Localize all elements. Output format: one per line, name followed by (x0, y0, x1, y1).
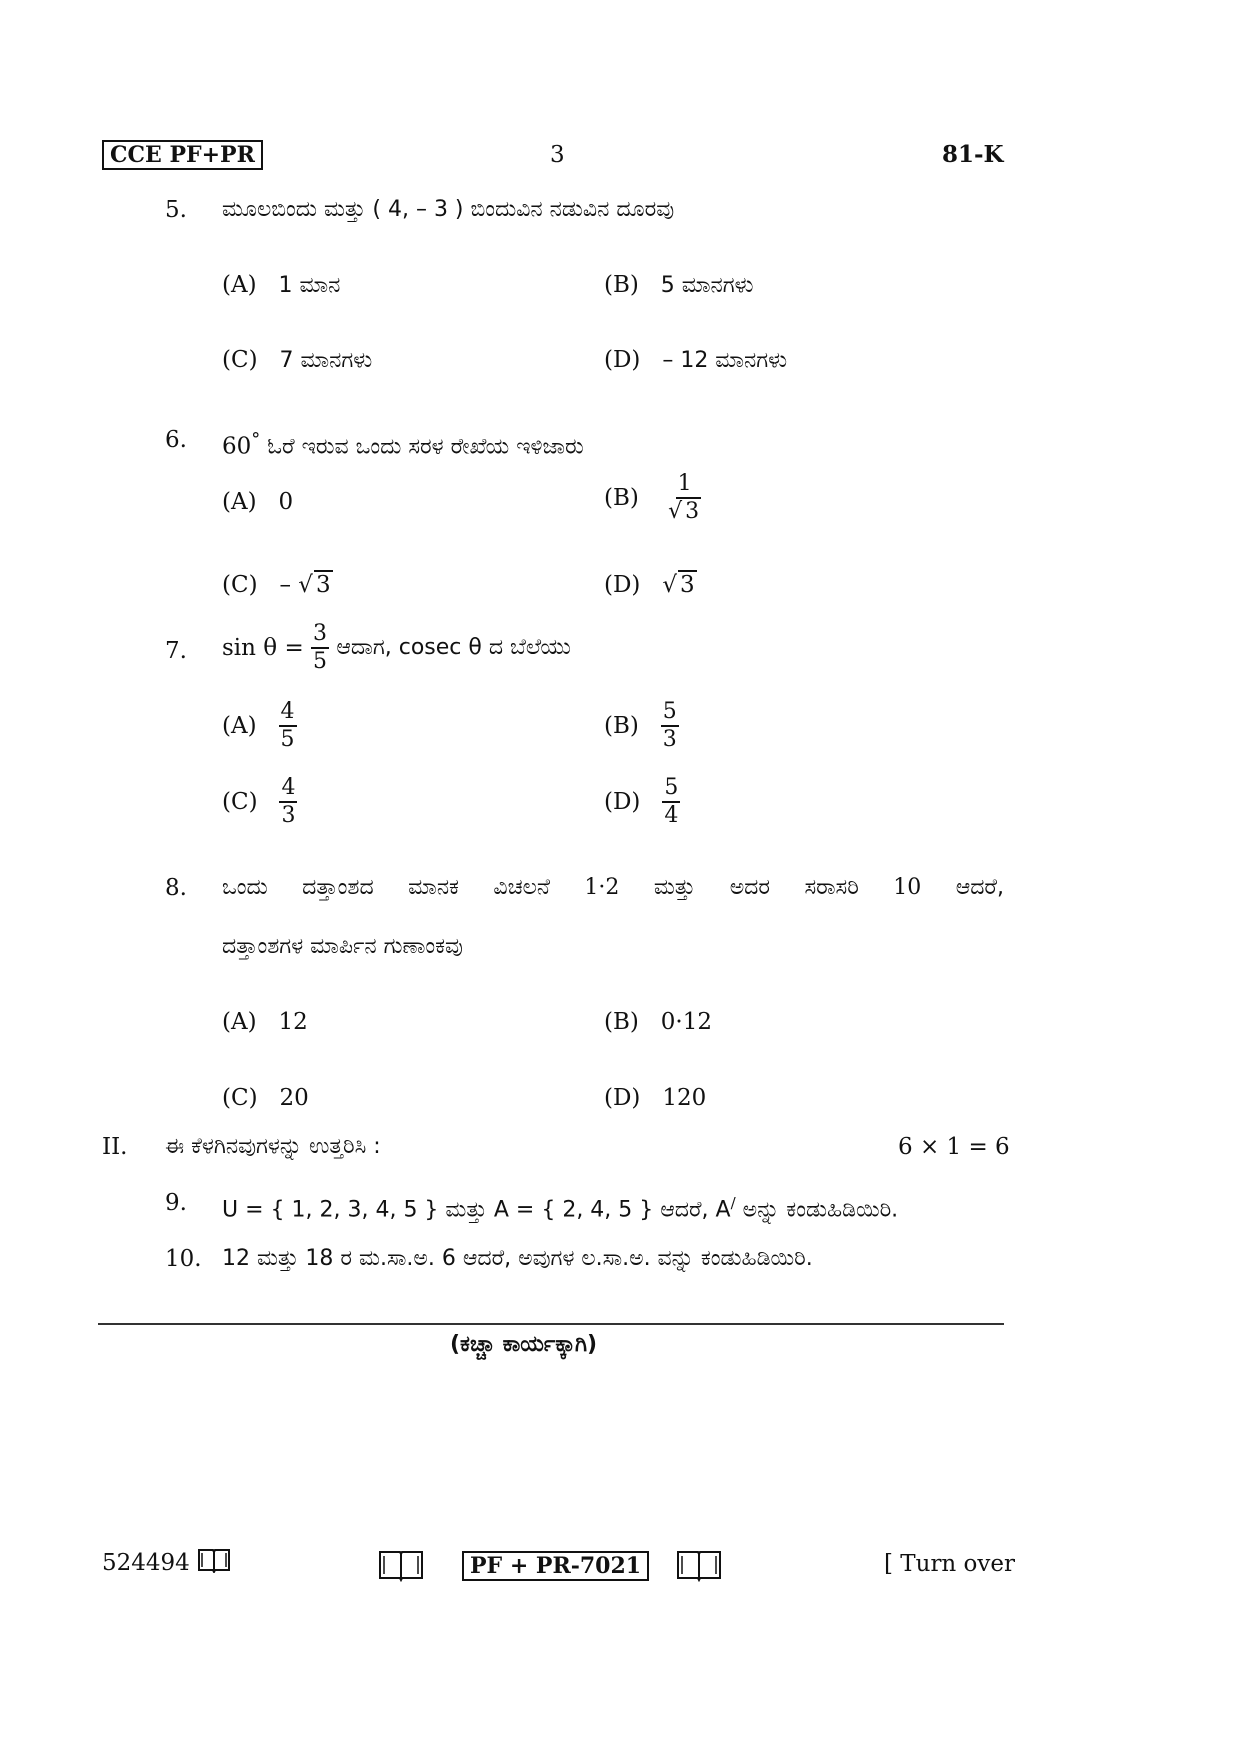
rough-work-label: (ಕಚ್ಚಾ ಕಾರ್ಯಕ್ಕಾಗಿ) (450, 1332, 598, 1357)
question-number: 7. (165, 638, 187, 664)
section-marks: 6 × 1 = 6 (898, 1134, 1010, 1160)
option-d: (D) √ 3 (604, 572, 695, 598)
option-b: (B) 5 ಮಾನಗಳು (604, 272, 754, 298)
question-text: 60° ಓರೆ ಇರುವ ಒಂದು ಸರಳ ರೇಖೆಯ ಇಳಿಜಾರು (222, 429, 584, 460)
option-a: (A) 1 ಮಾನ (222, 272, 341, 298)
question-text: U = { 1, 2, 3, 4, 5 } ಮತ್ತು A = { 2, 4, 5 } ಆದರೆ, A/ ಅನ್ನು ಕಂಡುಹಿಡಿಯಿರಿ. (222, 1194, 899, 1223)
option-d: (D) – 12 ಮಾನಗಳು (604, 347, 788, 373)
option-c: (C) 20 (222, 1085, 309, 1111)
question-text-line2: ದತ್ತಾಂಶಗಳ ಮಾರ್ಪಿನ ಗುಣಾಂಕವು (222, 934, 463, 959)
option-a: (A) 12 (222, 1009, 308, 1035)
footer-serial: 524494 (102, 1547, 231, 1581)
divider-line (98, 1323, 1004, 1325)
book-icon (378, 1548, 424, 1586)
question-text-line1: ಒಂದು ದತ್ತಾಂಶದ ಮಾನಕ ವಿಚಲನೆ 1·2 ಮತ್ತು ಅದರ ಸರಾಸರಿ 10 ಆದರೆ, (222, 875, 1004, 900)
option-a: (A) 0 (222, 489, 294, 515)
center-code-box: PF + PR-7021 (462, 1551, 649, 1581)
exam-code-box: CCE PF+PR (102, 140, 263, 170)
option-c: (C) – √ 3 (222, 572, 331, 598)
book-icon (676, 1548, 722, 1586)
option-c: (C) $\frac{4}{3}$ (222, 775, 296, 828)
paper-code: 81-K (942, 141, 1004, 168)
question-text: 12 ಮತ್ತು 18 ರ ಮ.ಸಾ.ಅ. 6 ಆದರೆ, ಅವುಗಳ ಲ.ಸಾ.ಅ. ವನ್ನು ಕಂಡುಹಿಡಿಯಿರಿ. (222, 1246, 813, 1271)
question-number: 8. (165, 875, 187, 901)
option-a: (A) $\frac{4}{5}$ (222, 699, 295, 752)
option-b: (B) $\frac{5}{3}$ (604, 699, 677, 752)
question-text: sin θ = $\frac{3}{5}$ ಆದಾಗ, cosec θ ದ ಬೆಲೆಯು (222, 621, 571, 674)
section-numeral: II. (102, 1134, 128, 1160)
section-title: ಈ ಕೆಳಗಿನವುಗಳನ್ನು ಉತ್ತರಿಸಿ : (165, 1134, 381, 1159)
option-b: (B) $\frac{1}{√ 3}$ (604, 471, 700, 524)
question-number: 5. (165, 197, 187, 223)
option-b: (B) 0·12 (604, 1009, 713, 1035)
option-d: (D) 120 (604, 1085, 707, 1111)
question-number: 9. (165, 1190, 187, 1216)
option-c: (C) 7 ಮಾನಗಳು (222, 347, 373, 373)
question-number: 6. (165, 427, 187, 453)
question-text: ಮೂಲಬಿಂದು ಮತ್ತು ( 4, – 3 ) ಬಿಂದುವಿನ ನಡುವಿನ ದೂರವು (222, 197, 675, 222)
question-number: 10. (165, 1246, 202, 1272)
book-icon (197, 1547, 231, 1581)
option-d: (D) $\frac{5}{4}$ (604, 775, 679, 828)
turn-over-label: [ Turn over (884, 1551, 1016, 1577)
page-number: 3 (550, 142, 565, 168)
